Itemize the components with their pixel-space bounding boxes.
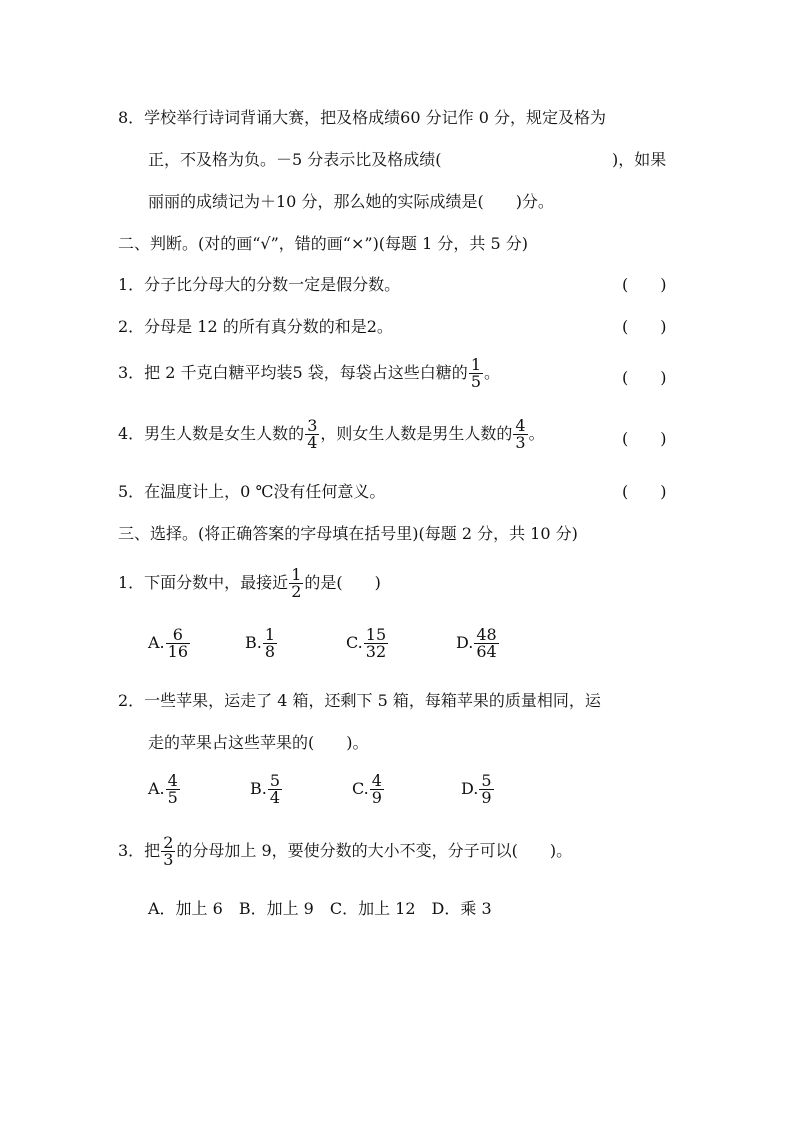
fraction-denominator: 32 bbox=[365, 642, 387, 661]
fraction-numerator: 4 bbox=[371, 771, 382, 790]
choice-q1 bbox=[118, 567, 381, 600]
fraction-denominator: 3 bbox=[163, 850, 174, 869]
choice-q1-tail: 的是( ) bbox=[304, 573, 381, 592]
choice-q3-options[interactable]: A．加上 6 B．加上 9 C．加上 12 D．乘 3 bbox=[148, 899, 492, 918]
judge-item-3-tail: 。 bbox=[484, 363, 501, 382]
option-label: B. bbox=[250, 779, 267, 798]
option-label: C. bbox=[352, 779, 369, 798]
fraction-numerator: 5 bbox=[269, 771, 281, 790]
judge-answer-1[interactable]: ( ) bbox=[622, 275, 667, 294]
choice-q2-option-d[interactable] bbox=[461, 773, 495, 806]
fraction-numerator: 2 bbox=[163, 833, 174, 852]
fraction bbox=[479, 773, 493, 806]
fraction bbox=[166, 627, 190, 660]
fraction bbox=[263, 627, 277, 660]
judge-item-3-text: 3．把 2 千克白糖平均装5 袋，每袋占这些白糖的 bbox=[118, 363, 468, 382]
fraction bbox=[268, 773, 282, 806]
fraction-numerator: 15 bbox=[365, 625, 387, 644]
judge-answer-3[interactable]: ( ) bbox=[622, 368, 667, 387]
option-label: A. bbox=[148, 633, 165, 652]
choice-q2-line-2: 走的苹果占这些苹果的( )。 bbox=[148, 733, 369, 752]
fraction-numerator: 1 bbox=[264, 625, 276, 644]
choice-q2-option-c[interactable] bbox=[352, 773, 385, 806]
option-label: A. bbox=[148, 779, 165, 798]
choice-q1-option-d[interactable] bbox=[456, 627, 500, 660]
choice-q1-option-a[interactable] bbox=[148, 627, 191, 660]
choice-q1-option-b[interactable] bbox=[245, 627, 278, 660]
option-label: B. bbox=[245, 633, 262, 652]
fraction-denominator: 4 bbox=[269, 788, 281, 807]
choice-q2-option-a[interactable] bbox=[148, 773, 181, 806]
fraction-numerator: 48 bbox=[476, 625, 497, 644]
judge-item-4 bbox=[118, 418, 545, 451]
fraction-denominator: 9 bbox=[481, 788, 492, 807]
fraction-numerator: 6 bbox=[166, 627, 190, 644]
fraction bbox=[370, 773, 384, 806]
fraction-denominator: 3 bbox=[515, 433, 526, 452]
judge-answer-5[interactable]: ( ) bbox=[622, 482, 667, 501]
fraction-denominator: 5 bbox=[167, 788, 178, 807]
choice-q3-tail: 的分母加上 9，要使分数的大小不变，分子可以( )。 bbox=[176, 841, 573, 860]
q8-line-3: 丽丽的成绩记为＋10 分，那么她的实际成绩是( )分。 bbox=[148, 192, 554, 211]
fraction-denominator: 16 bbox=[167, 642, 188, 661]
judge-answer-4[interactable]: ( ) bbox=[622, 429, 667, 448]
option-label: C. bbox=[346, 633, 363, 652]
judge-item-4-tail: 。 bbox=[528, 424, 545, 443]
fraction bbox=[513, 418, 527, 451]
fraction-numerator: 3 bbox=[307, 416, 318, 435]
fraction-numerator: 1 bbox=[470, 355, 481, 374]
judge-answer-2[interactable]: ( ) bbox=[622, 317, 667, 336]
fraction bbox=[364, 627, 388, 660]
q8-line-2: 正，不及格为负。－5 分表示比及格成绩( bbox=[148, 150, 442, 169]
fraction-numerator: 4 bbox=[167, 771, 178, 790]
option-label: D. bbox=[456, 633, 474, 652]
section-2-heading: 二、判断。(对的画“√”，错的画“×”)(每题 1 分，共 5 分) bbox=[118, 234, 528, 253]
fraction-denominator: 2 bbox=[291, 582, 302, 601]
choice-q2-line-1: 2．一些苹果，运走了 4 箱，还剩下 5 箱，每箱苹果的质量相同，运 bbox=[118, 691, 601, 710]
option-label: D. bbox=[461, 779, 479, 798]
fraction-denominator: 8 bbox=[264, 642, 276, 661]
fraction-denominator: 4 bbox=[307, 433, 318, 452]
fraction-numerator: 4 bbox=[515, 416, 526, 435]
fraction bbox=[305, 418, 319, 451]
q8-line-2-tail: )，如果 bbox=[612, 150, 667, 169]
fraction-denominator: 9 bbox=[371, 788, 382, 807]
fraction-numerator: 5 bbox=[481, 771, 492, 790]
fraction bbox=[469, 357, 483, 390]
fraction bbox=[161, 835, 175, 868]
judge-item-2: 2．分母是 12 的所有真分数的和是2。 bbox=[118, 317, 393, 336]
choice-q3-text: 3．把 bbox=[118, 841, 161, 860]
judge-item-3 bbox=[118, 357, 500, 390]
fraction bbox=[289, 567, 303, 600]
judge-item-4-text: 4．男生人数是女生人数的 bbox=[118, 424, 305, 443]
choice-q2-option-b[interactable] bbox=[250, 773, 283, 806]
choice-q1-text: 1．下面分数中，最接近 bbox=[118, 573, 289, 592]
section-3-heading: 三、选择。(将正确答案的字母填在括号里)(每题 2 分，共 10 分) bbox=[118, 524, 578, 543]
judge-item-1: 1．分子比分母大的分数一定是假分数。 bbox=[118, 275, 401, 294]
fraction bbox=[166, 773, 180, 806]
fraction-denominator: 64 bbox=[476, 642, 497, 661]
choice-q3 bbox=[118, 835, 572, 868]
fraction-numerator: 1 bbox=[291, 565, 302, 584]
fraction-denominator: 5 bbox=[470, 372, 481, 391]
choice-q1-option-c[interactable] bbox=[346, 627, 389, 660]
q8-line-1: 8．学校举行诗词背诵大赛，把及格成绩60 分记作 0 分，规定及格为 bbox=[118, 108, 606, 127]
fraction bbox=[474, 627, 498, 660]
judge-item-5: 5．在温度计上，0 ℃没有任何意义。 bbox=[118, 482, 386, 501]
judge-item-4-mid: ，则女生人数是男生人数的 bbox=[320, 424, 513, 443]
